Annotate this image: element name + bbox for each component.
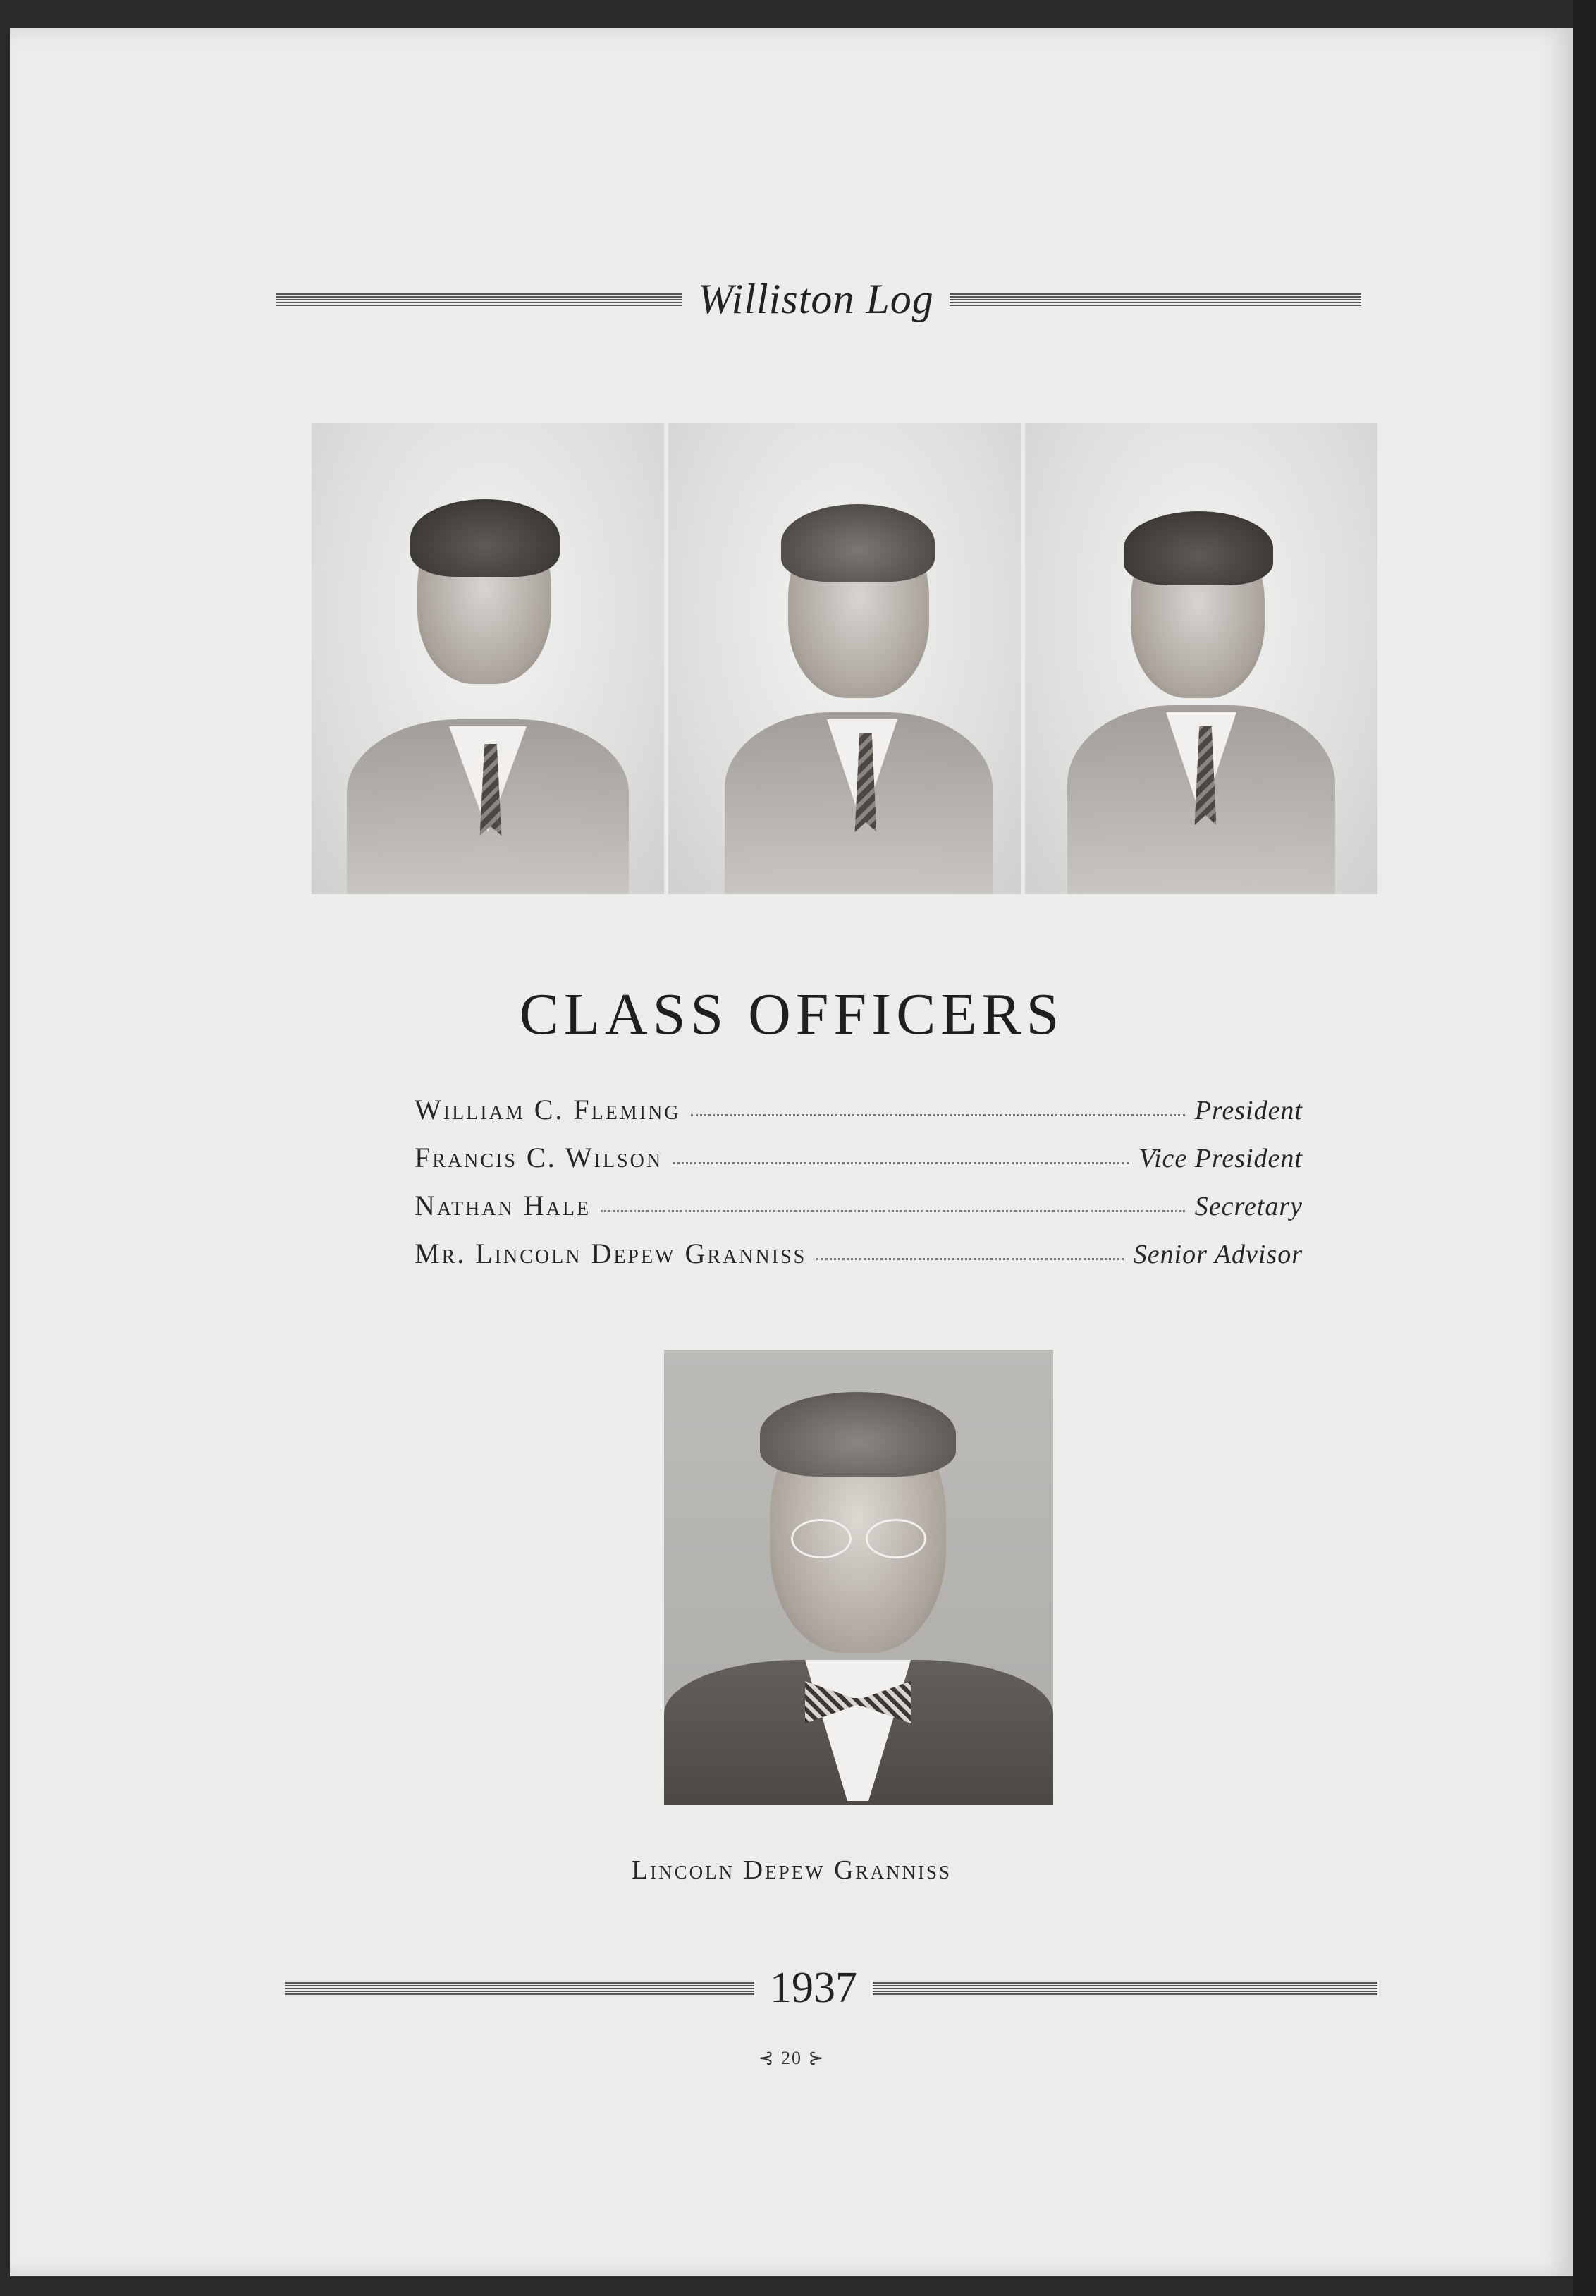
running-head-rule-left — [276, 293, 682, 306]
officer-role: Vice President — [1138, 1144, 1303, 1173]
leader-dots — [816, 1252, 1124, 1260]
officer-role: President — [1194, 1096, 1303, 1125]
officer-name: Francis C. Wilson — [415, 1142, 663, 1173]
yearbook-page — [10, 28, 1573, 2276]
leader-dots — [673, 1156, 1129, 1164]
footer-year-bar — [285, 1963, 1427, 2013]
footer-year: 1937 — [770, 1964, 857, 2012]
page-edge — [1573, 0, 1596, 2296]
officer-list — [415, 1093, 1303, 1285]
officer-name: Mr. Lincoln Depew Granniss — [415, 1238, 807, 1269]
officer-photo-wilson — [668, 423, 1021, 894]
officer-photo-fleming — [312, 423, 664, 894]
footer-rule-right — [873, 1982, 1377, 1995]
page-number-value: 20 — [781, 2048, 802, 2068]
advisor-portrait — [664, 1350, 1053, 1805]
folio-ornament-right: ⊱ — [808, 2048, 825, 2068]
officer-row — [415, 1189, 1303, 1237]
officer-photo-hale — [1025, 423, 1377, 894]
running-head: Williston Log — [698, 276, 934, 322]
officer-role: Senior Advisor — [1133, 1240, 1303, 1269]
officer-name: William C. Fleming — [415, 1094, 681, 1125]
page-number — [10, 2048, 1573, 2069]
leader-dots — [601, 1204, 1185, 1212]
eyeglasses-right — [866, 1519, 926, 1558]
running-head-bar — [276, 275, 1418, 324]
running-head-rule-right — [950, 293, 1361, 306]
leader-dots — [691, 1109, 1185, 1116]
page-title: CLASS OFFICERS — [519, 982, 1064, 1047]
footer-rule-left — [285, 1982, 754, 1995]
portrait-caption: Lincoln Depew Granniss — [631, 1855, 952, 1885]
officer-row — [415, 1093, 1303, 1141]
officer-name: Nathan Hale — [415, 1190, 591, 1221]
folio-ornament-left: ⊰ — [758, 2048, 775, 2068]
officer-row — [415, 1237, 1303, 1285]
eyeglasses-left — [791, 1519, 852, 1558]
officer-role: Secretary — [1194, 1192, 1303, 1221]
officer-row — [415, 1141, 1303, 1189]
